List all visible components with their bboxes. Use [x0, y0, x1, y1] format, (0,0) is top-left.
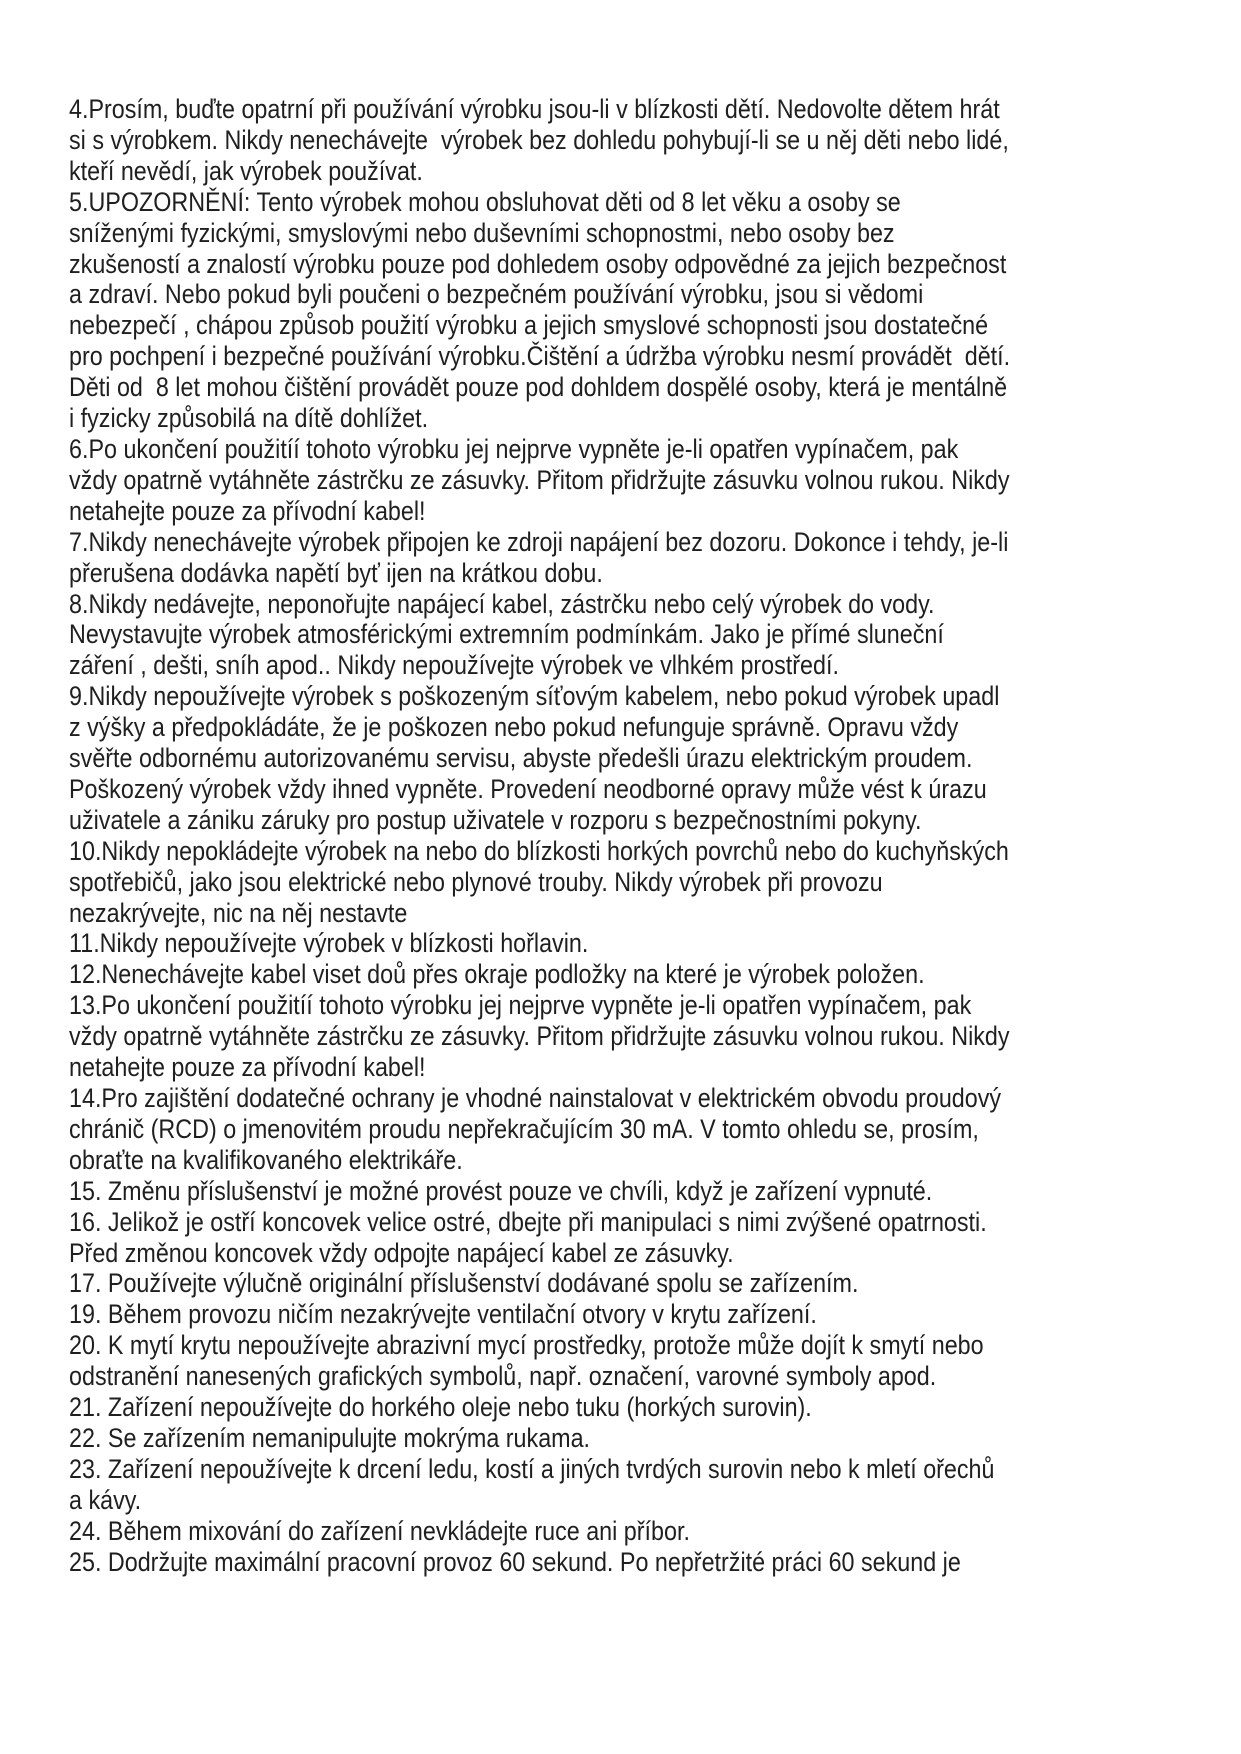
text-line: pro pochpení i bezpečné používání výrobku.Čištění a údržba výrobku nesmí provádět dětí. — [69, 341, 1011, 372]
text-line: 10.Nikdy nepokládejte výrobek na nebo do blízkosti horkých povrchů nebo do kuchyňských — [69, 835, 1009, 866]
text-line: Poškozený výrobek vždy ihned vypněte. Provedení neodborné opravy může vést k úrazu — [69, 773, 987, 804]
text-line: 8.Nikdy nedávejte, neponořujte napájecí kabel, zástrčku nebo celý výrobek do vody. — [69, 588, 935, 619]
text-line: chránič (RCD) o jmenovitém proudu nepřekračujícím 30 mA. V tomto ohledu se, prosím, — [69, 1113, 979, 1144]
text-line: 20. K mytí krytu nepoužívejte abrazivní mycí prostředky, protože může dojít k smytí nebo — [69, 1330, 984, 1361]
text-line: nebezpečí , chápou způsob použití výrobku a jejich smyslové schopnosti jsou dostatečné — [69, 310, 989, 341]
text-line: 17. Používejte výlučně originální příslušenství dodávané spolu se zařízením. — [69, 1268, 859, 1299]
text-line: 5.UPOZORNĚNÍ: Tento výrobek mohou obsluhovat děti od 8 let věku a osoby se — [69, 186, 901, 217]
text-line: vždy opatrně vytáhněte zástrčku ze zásuvky. Přitom přidržujte zásuvku volnou rukou. Nikdy — [69, 1021, 1010, 1052]
text-line: 19. Během provozu ničím nezakrývejte ventilační otvory v krytu zařízení. — [69, 1299, 817, 1330]
text-line: uživatele a zániku záruky pro postup uživatele v rozporu s bezpečnostními pokyny. — [69, 804, 922, 835]
text-line: sníženými fyzickými, smyslovými nebo duševními schopnostmi, nebo osoby bez — [69, 217, 895, 248]
text-line: zkušeností a znalostí výrobku pouze pod dohledem osoby odpovědné za jejich bezpečnost — [69, 248, 1007, 279]
text-line: 7.Nikdy nenechávejte výrobek připojen ke zdroji napájení bez dozoru. Dokonce i tehdy, je-li — [69, 526, 1009, 557]
text-line: si s výrobkem. Nikdy nenechávejte výrobek bez dohledu pohybují-li se u něj děti nebo lidé, — [69, 124, 1009, 155]
text-line: a kávy. — [69, 1484, 142, 1515]
text-line: 15. Změnu příslušenství je možné provést pouze ve chvíli, když je zařízení vypnuté. — [69, 1175, 933, 1206]
text-line: Děti od 8 let mohou čištění provádět pouze pod dohldem dospělé osoby, která je mentálně — [69, 372, 1008, 403]
text-line: 24. Během mixování do zařízení nevkládejte ruce ani příbor. — [69, 1515, 690, 1546]
text-line: 23. Zařízení nepoužívejte k drcení ledu, kostí a jiných tvrdých surovin nebo k mletí ořechů — [69, 1453, 995, 1484]
text-line: z výšky a předpokládáte, že je poškozen nebo pokud nefunguje správně. Opravu vždy — [69, 712, 959, 743]
text-line: netahejte pouze za přívodní kabel! — [69, 1052, 426, 1083]
text-line: Nevystavujte výrobek atmosférickými extremním podmínkám. Jako je přímé sluneční — [69, 619, 944, 650]
text-line: 16. Jelikož je ostří koncovek velice ostré, dbejte při manipulaci s nimi zvýšené opatrnosti. — [69, 1206, 987, 1237]
text-line: 14.Pro zajištění dodatečné ochrany je vhodné nainstalovat v elektrickém obvodu proudový — [69, 1083, 1002, 1113]
text-line: 11.Nikdy nepoužívejte výrobek v blízkosti hořlavin. — [69, 928, 589, 959]
safety-instructions-text — [69, 94, 1195, 1578]
text-line: netahejte pouze za přívodní kabel! — [69, 495, 426, 526]
text-line: nezakrývejte, nic na něj nestavte — [69, 897, 408, 928]
text-line: 9.Nikdy nepoužívejte výrobek s poškozeným síťovým kabelem, nebo pokud výrobek upadl — [69, 681, 1000, 712]
text-line: 12.Nenechávejte kabel viset doů přes okraje podložky na které je výrobek položen. — [69, 959, 925, 990]
text-line: spotřebičů, jako jsou elektrické nebo plynové trouby. Nikdy výrobek při provozu — [69, 866, 883, 897]
text-line: 6.Po ukončení použitíí tohoto výrobku jej nejprve vypněte je-li opatřen vypínačem, pak — [69, 433, 959, 464]
text-line: svěřte odbornému autorizovanému servisu, abyste předešli úrazu elektrickým proudem. — [69, 743, 973, 774]
text-line: vždy opatrně vytáhněte zástrčku ze zásuvky. Přitom přidržujte zásuvku volnou rukou. Nikdy — [69, 464, 1010, 495]
text-line: 4.Prosím, buďte opatrní při používání výrobku jsou-li v blízkosti dětí. Nedovolte dětem hrát — [69, 94, 1000, 124]
text-line: obraťte na kvalifikovaného elektrikáře. — [69, 1144, 463, 1175]
text-line: odstranění nanesených grafických symbolů, např. označení, varovné symboly apod. — [69, 1361, 937, 1392]
text-line: 22. Se zařízením nemanipulujte mokrýma rukama. — [69, 1422, 591, 1453]
text-line: přerušena dodávka napětí byť ijen na krátkou dobu. — [69, 557, 603, 588]
text-line: i fyzicky způsobilá na dítě dohlížet. — [69, 403, 429, 434]
text-line: 13.Po ukončení použitíí tohoto výrobku jej nejprve vypněte je-li opatřen vypínačem, pak — [69, 990, 972, 1021]
text-line: Před změnou koncovek vždy odpojte napájecí kabel ze zásuvky. — [69, 1237, 734, 1268]
text-line: kteří nevědí, jak výrobek používat. — [69, 155, 423, 186]
text-line: 25. Dodržujte maximální pracovní provoz 60 sekund. Po nepřetržité práci 60 sekund je — [69, 1546, 961, 1577]
text-line: a zdraví. Nebo pokud byli poučeni o bezpečném používání výrobku, jsou si vědomi — [69, 279, 924, 310]
text-line: záření , dešti, sníh apod.. Nikdy nepoužívejte výrobek ve vlhkém prostředí. — [69, 650, 839, 681]
text-line: 21. Zařízení nepoužívejte do horkého oleje nebo tuku (horkých surovin). — [69, 1392, 812, 1423]
